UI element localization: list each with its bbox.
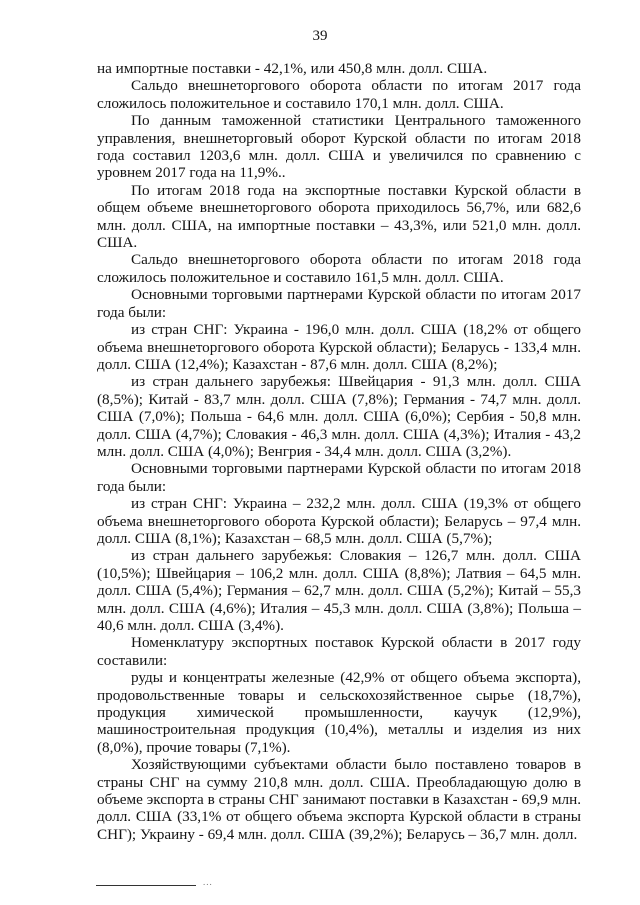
footnote-mark: ...: [203, 877, 213, 887]
paragraph: из стран СНГ: Украина – 232,2 млн. долл. США (19,3% от общего объема внешнеторгового оборота Курской области); Беларусь – 97,4 млн. долл. США (8,1%); Казахстан – 68,5 млн. долл. США (5,7%);: [97, 495, 581, 547]
paragraph: Основными торговыми партнерами Курской области по итогам 2018 года были:: [97, 460, 581, 495]
paragraph: По итогам 2018 года на экспортные поставки Курской области в общем объеме внешнеторгового оборота приходилось 56,7%, или 682,6 млн. долл. США, на импортные поставки – 43,3%, или 521,0 млн. долл. США.: [97, 181, 581, 252]
footnote-rule: [96, 885, 196, 886]
paragraph: из стран дальнего зарубежья: Швейцария - 91,3 млн. долл. США (8,5%); Китай - 83,7 млн. долл. США (7,8%); Германия - 74,7 млн. долл. США (7,0%); Польша - 64,6 млн. долл. США (6,0%); Сербия - 50,8 млн. долл. США (4,7%); Словакия - 46,3 млн. долл. США (4,3%); Италия - 43,2 млн. долл. США (4,0%); Венгрия - 34,4 млн. долл. США (3,2%).: [97, 373, 581, 460]
paragraph: из стран СНГ: Украина - 196,0 млн. долл. США (18,2% от общего объема внешнеторгового оборота Курской области); Беларусь - 133,4 млн. долл. США (12,4%); Казахстан - 87,6 млн. долл. США (8,2%);: [97, 321, 581, 373]
paragraph: Основными торговыми партнерами Курской области по итогам 2017 года были:: [97, 286, 581, 321]
page-number: 39: [312, 28, 328, 44]
paragraph: По данным таможенной статистики Центрального таможенного управления, внешнеторговый оборот Курской области по итогам 2018 года составил 1203,6 млн. долл. США и увеличился по сравнению с уровнем 2017 года на 11,9%..: [97, 112, 581, 182]
paragraph: Сальдо внешнеторгового оборота области по итогам 2017 года сложилось положительное и составило 170,1 млн. долл. США.: [97, 77, 581, 112]
paragraph: Номенклатуру экспортных поставок Курской области в 2017 году составили:: [97, 634, 581, 669]
paragraph: руды и концентраты железные (42,9% от общего объема экспорта), продовольственные товары и сельскохозяйственное сырье (18,7%), продукция химической промышленности, каучук (12,9%), машиностроительная продукция (10,4%), металлы и изделия из них (8,0%), прочие товары (7,1%).: [97, 669, 581, 756]
paragraph: на импортные поставки - 42,1%, или 450,8 млн. долл. США.: [97, 60, 488, 77]
paragraph: Хозяйствующими субъектами области было поставлено товаров в страны СНГ на сумму 210,8 млн. долл. США. Преобладающую долю в объеме экспорта в страны СНГ занимают поставки в Казахстан - 69,9 млн. долл. США (33,1% от общего объема экспорта Курской области в страны СНГ); Украину - 69,4 млн. долл. США (39,2%); Беларусь – 36,7 млн. долл.: [97, 756, 581, 843]
document-body: [97, 60, 581, 843]
paragraph: из стран дальнего зарубежья: Словакия – 126,7 млн. долл. США (10,5%); Швейцария – 106,2 млн. долл. США (8,8%); Латвия – 64,5 млн. долл. США (5,4%); Германия – 62,7 млн. долл. США (5,2%); Китай – 55,3 млн. долл. США (4,6%); Италия – 45,3 млн. долл. США (3,8%); Польша – 40,6 млн. долл. США (3,4%).: [97, 547, 581, 634]
paragraph: Сальдо внешнеторгового оборота области по итогам 2018 года сложилось положительное и составило 161,5 млн. долл. США.: [97, 251, 581, 286]
